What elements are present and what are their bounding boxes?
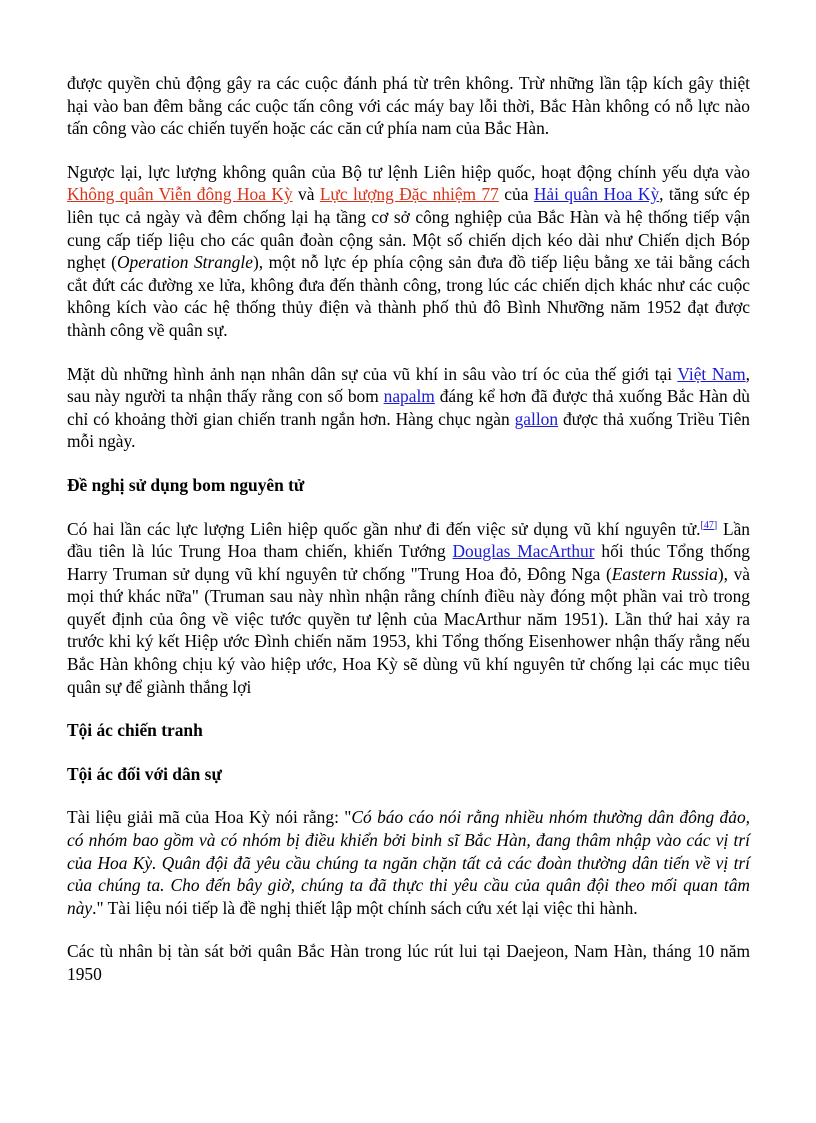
text-span: Mặt dù những hình ảnh nạn nhân dân sự của vũ khí in sâu vào trí óc của thế giới tại: [67, 363, 678, 384]
text-span: Ngược lại, lực lượng không quân của Bộ tư lệnh Liên hiệp quốc, hoạt động chính yếu dựa vào: [67, 161, 750, 182]
reference-47: [701, 520, 718, 531]
link-douglas-macarthur[interactable]: Douglas MacArthur: [452, 541, 595, 562]
italic-eastern-russia: Eastern Russia: [611, 563, 718, 584]
text-span: , tăng sức ép liên tục cả ngày và đêm chống lại hạ tầng cơ sở công nghiệp của Bắc Hàn và hệ thống tiếp vận cung cấp tiếp liệu cho các quân đoàn cộng sản. Một số chiến dịch kéo dài như Chiến dịch Bóp nghẹt (: [67, 184, 750, 273]
text-span: ), một nỗ lực ép phía cộng sản đưa đồ tiếp liệu bằng xe tải bằng cách cắt đứt các đường xe lửa, không đưa đến thành công, trong lúc các chiến dịch khác như các cuộc không kích vào các hệ thống thủy điện và thành phố thủ đô Bình Nhưỡng năm 1952 đạt được thành công về quân sự.: [67, 252, 751, 340]
link-napalm[interactable]: napalm: [383, 386, 435, 407]
text-span: , sau này người ta nhận thấy rằng con số bom: [67, 363, 750, 407]
text-span: Lần đầu tiên là lúc Trung Hoa tham chiến, khiến Tướng: [67, 518, 750, 562]
document-page: [67, 72, 750, 1007]
link-far-east-air-force[interactable]: Không quân Viễn đông Hoa Kỳ: [67, 184, 293, 205]
paragraph-declassified-document: [67, 806, 750, 919]
paragraph-air-initiative: được quyền chủ động gây ra các cuộc đánh phá từ trên không. Trừ những lần tập kích gây thiệt hại vào ban đêm bằng các cuộc tấn công với các máy bay lỗi thời, Bắc Hàn không có nỗ lực nào tấn công vào các chiến tuyến hoặc các căn cứ phía nam của Bắc Hàn.: [67, 73, 750, 139]
heading-crimes-against-civilians: Tội ác đối với dân sự: [67, 763, 222, 784]
heading-war-crimes: Tội ác chiến tranh: [67, 720, 203, 741]
text-span: được thả xuống Triều Tiên mỗi ngày.: [67, 408, 750, 452]
reference-link-47[interactable]: [47]: [700, 519, 718, 531]
italic-quote: Có báo cáo nói rằng nhiều nhóm thường dân đông đảo, có nhóm bao gồm và có nhóm bị điều khiển bởi binh sĩ Bắc Hàn, đang thâm nhập vào các vị trí của Hoa Kỳ. Quân đội đã yêu cầu chúng ta ngăn chặn tất cả các đoàn thường dân tiến về vị trí của chúng ta. Cho đến bây giờ, chúng ta đã thực thi yêu cầu của quân đội theo mối quan tâm này: [67, 807, 750, 918]
link-task-force-77[interactable]: Lực lượng Đặc nhiệm 77: [319, 184, 499, 205]
text-span: Tài liệu giải mã của Hoa Kỳ nói rằng: ": [67, 807, 352, 828]
text-span: hối thúc Tổng thống Harry Truman sử dụng vũ khí nguyên tử chống "Trung Hoa đỏ, Đông Nga (: [67, 541, 751, 584]
paragraph-daejeon-caption: Các tù nhân bị tàn sát bởi quân Bắc Hàn trong lúc rút lui tại Daejeon, Nam Hàn, tháng 10 năm 1950: [67, 941, 750, 984]
text-span: ), và mọi thứ khác nữa" (Truman sau này nhìn nhận rằng chính điều này đóng một phần vai trò trong quyết định của ông về việc tước quyền tư lệnh của MacArthur năm 1951). Lần thứ hai xảy ra trước khi ký kết Hiệp ước Đình chiến năm 1953, khi Tổng thống Eisenhower nhận thấy rằng nếu Bắc Hàn không chịu ký vào hiệp ước, Hoa Kỳ sẽ dùng vũ khí nguyên tử chống lại các mục tiêu quân sự để giành thắng lợi: [67, 563, 750, 697]
link-us-navy[interactable]: Hải quân Hoa Kỳ: [533, 184, 660, 205]
italic-operation-strangle: Operation Strangle: [116, 252, 253, 273]
paragraph-atomic-weapons: [67, 518, 750, 699]
text-span: Có hai lần các lực lượng Liên hiệp quốc gần như đi đến việc sử dụng vũ khí nguyên tử.: [67, 518, 701, 539]
heading-atomic-bomb: Đề nghị sử dụng bom nguyên tử: [67, 474, 305, 495]
paragraph-napalm: [67, 363, 750, 453]
text-span: và: [292, 184, 320, 205]
link-viet-nam[interactable]: Việt Nam: [677, 363, 746, 384]
paragraph-un-air-force: [67, 161, 750, 342]
text-span: ." Tài liệu nói tiếp là đề nghị thiết lập một chính sách cứu xét lại việc thi hành.: [92, 897, 638, 918]
text-span: đáng kể hơn đã được thả xuống Bắc Hàn dù chỉ có khoảng thời gian chiến tranh ngắn hơn. Hàng chục ngàn: [67, 386, 750, 429]
text-span: của: [498, 184, 534, 205]
link-gallon[interactable]: gallon: [514, 408, 559, 429]
